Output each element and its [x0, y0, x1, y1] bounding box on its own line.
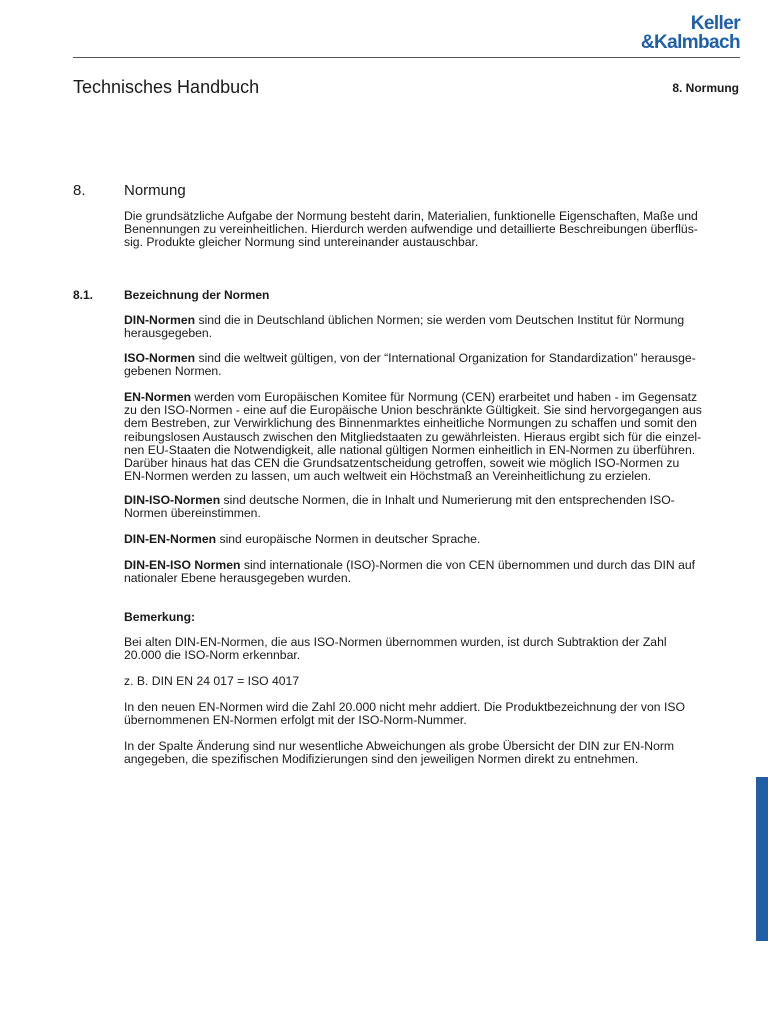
- remark-line: Bei alten DIN-EN-Normen, die aus ISO-Normen übernommen wurden, ist durch Subtraktion der Zahl: [124, 635, 667, 649]
- chapter-label: 8. Normung: [672, 81, 739, 95]
- definition-text: sind europäische Normen in deutscher Sprache.: [216, 532, 481, 546]
- definition-term: DIN-EN-Normen: [124, 532, 217, 546]
- remark-paragraph-1: [124, 636, 744, 662]
- definition-text: sind internationale (ISO)-Normen die von CEN übernommen und durch das DIN auf: [240, 558, 696, 572]
- definition-text: werden vom Europäischen Komitee für Normung (CEN) erarbeitet und haben - im Gegensatz: [191, 390, 698, 404]
- definition-iso: [124, 352, 744, 378]
- intro-paragraph: [124, 210, 744, 250]
- remark-paragraph-3: [124, 740, 744, 766]
- subsection-title: Bezeichnung der Normen: [124, 288, 270, 302]
- header-divider: [73, 57, 740, 58]
- definition-din: [124, 314, 744, 340]
- remark-paragraph-2: [124, 701, 744, 727]
- example-text: z. B. DIN EN 24 017 = ISO 4017: [124, 674, 300, 688]
- company-logo: [641, 14, 740, 52]
- definition-term: ISO-Normen: [124, 351, 196, 365]
- intro-line: Benennungen zu vereinheitlichen. Hierdurch werden aufwendige und detaillierte Beschreibungen überflüs-: [124, 222, 698, 237]
- section-number: 8.: [73, 182, 86, 199]
- definition-text: reibungslosen Austausch zwischen den Mitgliedstaaten zu gewährleisten. Hieraus ergibt sich für die einzel-: [124, 429, 702, 444]
- remark-line: übernommenen EN-Normen erfolgt mit der ISO-Norm-Nummer.: [124, 713, 467, 728]
- definition-text: sind deutsche Normen, die in Inhalt und Numerierung mit den entsprechenden ISO-: [220, 493, 675, 507]
- remark-example: [124, 675, 744, 688]
- remark-heading: Bemerkung:: [124, 610, 196, 624]
- logo-line-1: Keller: [690, 13, 740, 34]
- remark-line: In der Spalte Änderung sind nur wesentliche Abweichungen als grobe Übersicht der DIN zur EN-Norm: [124, 739, 675, 753]
- definition-text: Normen übereinstimmen.: [124, 506, 261, 521]
- definition-text: zu den ISO-Normen - eine auf die Europäische Union beschränkte Gültigkeit. Sie sind hervorgegangen aus: [124, 403, 702, 418]
- definition-text: sind die weltweit gültigen, von der “International Organization for Standardization” herausge-: [195, 351, 696, 365]
- section-title: Normung: [124, 182, 186, 199]
- remark-line: 20.000 die ISO-Norm erkennbar.: [124, 648, 301, 663]
- remark-line: angegeben, die spezifischen Modifizierungen sind den jeweiligen Normen direkt zu entnehmen.: [124, 752, 639, 767]
- definition-text: dem Bestreben, zur Verwirklichung des Binnenmarktes einheitliche Normungen zu schaffen und somit den: [124, 416, 697, 431]
- logo-line-2: &Kalmbach: [640, 32, 740, 53]
- definition-text: nen EU-Staaten die Notwendigkeit, alle national gültigen Normen einheitlich in EN-Normen zu überführen.: [124, 442, 696, 457]
- intro-line: Die grundsätzliche Aufgabe der Normung besteht darin, Materialien, funktionelle Eigenschaften, Maße und: [124, 209, 698, 223]
- definition-text: gebenen Normen.: [124, 364, 222, 379]
- definition-term: EN-Normen: [124, 390, 192, 404]
- document-title: Technisches Handbuch: [73, 77, 260, 97]
- definition-text: nationaler Ebene herausgegeben wurden.: [124, 571, 351, 586]
- definition-text: Darüber hinaus hat das CEN die Grundsatzentscheidung getroffen, soweit wie möglich ISO-Normen zu: [124, 456, 680, 471]
- definition-en: [124, 391, 744, 483]
- definition-term: DIN-ISO-Normen: [124, 493, 221, 507]
- intro-line: sig. Produkte gleicher Normung sind untereinander austauschbar.: [124, 235, 479, 250]
- remark-line: In den neuen EN-Normen wird die Zahl 20.000 nicht mehr addiert. Die Produktbezeichnung der von ISO: [124, 700, 685, 714]
- definition-text: sind die in Deutschland üblichen Normen; sie werden vom Deutschen Institut für Normung: [195, 313, 685, 327]
- definition-din-iso: [124, 494, 744, 520]
- definition-text: EN-Normen werden zu lassen, um auch weltweit ein Höchstmaß an Vereinheitlichung zu erzielen.: [124, 469, 652, 484]
- subsection-number: 8.1.: [73, 288, 94, 302]
- chapter-side-tab: [756, 777, 768, 941]
- definition-term: DIN-Normen: [124, 313, 196, 327]
- definition-din-en-iso: [124, 559, 744, 585]
- definition-text: herausgegeben.: [124, 326, 213, 341]
- definition-din-en: [124, 533, 744, 546]
- definition-term: DIN-EN-ISO Normen: [124, 558, 241, 572]
